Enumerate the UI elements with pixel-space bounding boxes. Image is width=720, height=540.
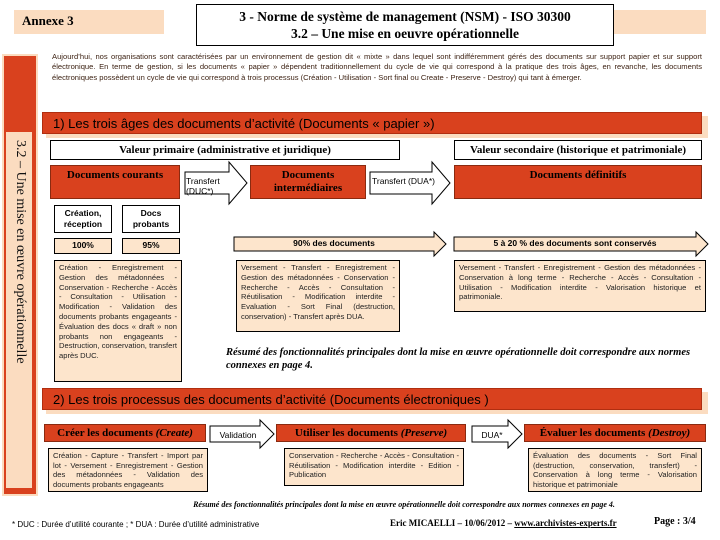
preserve-process-label: Utiliser les documents: [294, 427, 401, 439]
validation-label: Validation: [219, 430, 257, 440]
title-decoration: [614, 10, 706, 34]
pct-100-box: 100%: [54, 238, 112, 254]
pct-90-label: 90% des documents: [293, 238, 375, 248]
create-process-label: Créer les documents: [57, 427, 156, 439]
create-process-box: [44, 424, 206, 442]
docs-intermediaires-box: Documents intermédiaires: [250, 165, 366, 199]
valeur-secondaire-box: Valeur secondaire (historique et patrimoniale): [454, 140, 702, 160]
section2-col2-text: Conservation - Recherche - Accès - Consultation - Réutilisation - Modification interdite - Edition - Publication: [284, 448, 464, 486]
footer-author-text: Eric MICAELLI – 10/06/2012 –: [390, 518, 515, 528]
section1-col2-text: Versement - Transfert - Enregistrement - Gestion des métadonnées - Conservation - Recherche - Accès - Consultation - Réutilisation - Modification interdite - Evaluation - Sort Final (destruction, conservation) - Transfert après DUA.: [236, 260, 400, 332]
docs-courants-box: Documents courants: [50, 165, 180, 199]
transfert-duc-label: Transfert (DUC*): [186, 176, 220, 196]
page-title: [196, 4, 614, 46]
page-number: Page : 3/4: [654, 516, 696, 527]
transfert-dua-label: Transfert (DUA*): [372, 176, 435, 186]
section2-heading: 2) Les trois processus des documents d’activité (Documents électroniques ): [42, 388, 702, 410]
footer-note: * DUC : Durée d’utilité courante ; * DUA : Durée d’utilité administrative: [12, 520, 260, 529]
destroy-process-box: [524, 424, 706, 442]
creation-reception-box: Création, réception: [54, 205, 112, 233]
section1-col1-text: Création - Enregistrement - Gestion des métadonnées - Conservation - Recherche - Accès - Consultation - Utilisation - Modification - Validation des documents probants engageants - Évaluation des docs « draft » non probants non engageants - Destruction, conservation, transfert après DUC.: [54, 260, 182, 382]
valeur-primaire-box: Valeur primaire (administrative et juridique): [50, 140, 400, 160]
docs-definitifs-box: Documents définitifs: [454, 165, 702, 199]
pct-95-box: 95%: [122, 238, 180, 254]
section2-col1-text: Création - Capture - Transfert - Import par lot - Versement - Enregistrement - Gestion des métadonnées - Validation des documents probants engageants: [48, 448, 208, 492]
section1-heading: 1) Les trois âges des documents d’activité (Documents « papier »): [42, 112, 702, 134]
section2-summary-note: Résumé des fonctionnalités principales dont la mise en œuvre opérationnelle doit correspondre aux normes connexes en page 4.: [193, 500, 615, 509]
section1-col3-text: Versement - Transfert - Enregistrement - Gestion des métadonnées - Conservation à long terme - Recherche - Accès - Consultation - Utilisation - Modification interdite - Valorisation historique et patrimoniale.: [454, 260, 706, 312]
preserve-process-em: (Preserve): [400, 427, 448, 439]
create-process-em: (Create): [155, 427, 193, 439]
preserve-process-box: [276, 424, 466, 442]
annexe-label: Annexe 3: [14, 10, 164, 34]
section2-col3-text: Évaluation des documents - Sort Final (destruction, conservation, transfert) - Conservation à long terme - Valorisation historique et patrimoniale: [528, 448, 702, 492]
pct-5-20-label: 5 à 20 % des documents sont conservés: [493, 238, 657, 248]
dua-label: DUA*: [481, 430, 503, 440]
destroy-process-label: Évaluer les documents: [539, 427, 649, 439]
title-line-2: 3.2 – Une mise en oeuvre opérationnelle: [290, 26, 520, 41]
title-line-1: 3 - Norme de système de management (NSM) - ISO 30300: [239, 9, 571, 24]
section1-summary-note: Résumé des fonctionnalités principales dont la mise en œuvre opérationnelle doit correspondre aux normes connexes en page 4.: [226, 347, 691, 371]
footer-website-link[interactable]: www.archivistes-experts.fr: [514, 518, 617, 528]
docs-probants-box: Docs probants: [122, 205, 180, 233]
vertical-section-label: 3.2 – Une mise en œuvre opérationnelle: [13, 140, 28, 364]
destroy-process-em: (Destroy): [648, 427, 691, 439]
intro-paragraph: Aujourd’hui, nos organisations sont caractérisées par un environnement de gestion dit « mixte » dans lequel sont indifféremment gérés des documents sur support papier et sur support électronique. En terme de gestion, si les documents « papier » dépendent traditionnellement du cycle de vie qui correspond à la pratique des trois âges, en revanche, les documents électroniques possèdent un cycle de vie qui correspond à trois processus (Création - Utilisation - Sort final ou Create - Preserve - Destroy) qui tant à émerger.: [52, 52, 702, 82]
footer-author: [390, 518, 660, 528]
